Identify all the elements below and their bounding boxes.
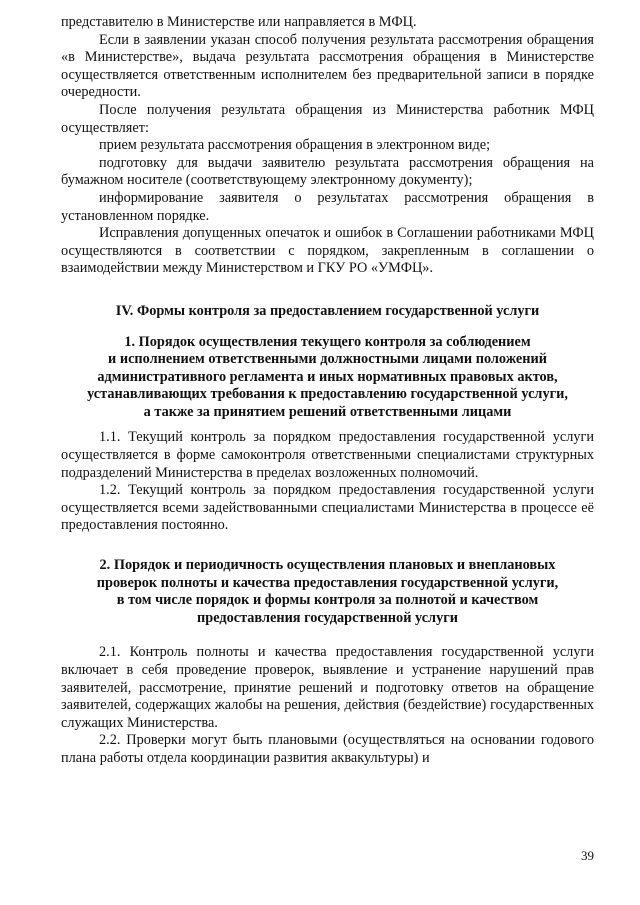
subsection-title-line: предоставления государственной услуги [197, 609, 458, 626]
paragraph: 1.1. Текущий контроль за порядком предоставления государственной услуги осуществляется в форме самоконтроля ответственными специалистами структурных подразделений Министерства в пределах возложенных полномочий. [61, 429, 594, 481]
subsection-title-line: в том числе порядок и формы контроля за полнотой и качеством [116, 592, 539, 609]
subsection-2-title [61, 557, 594, 627]
subsection-title-line: административного регламента и иных нормативных правовых актов, [97, 368, 558, 385]
paragraph: 2.1. Контроль полноты и качества предоставления государственной услуги включает в себя проведение проверок, выявление и устранение нарушений прав заявителей, рассмотрение, принятие решений и подготовку ответов на обращение заявителей, содержащих жалобы на решения, действия (бездействие) государственных служащих Министерства. [61, 644, 594, 731]
subsection-title-line: 2. Порядок и периодичность осуществления плановых и внеплановых [99, 557, 556, 574]
paragraph: Исправления допущенных опечаток и ошибок в Соглашении работниками МФЦ осуществляются в соответствии с порядком, закрепленным в соглашении о взаимодействии между Министерством и ГКУ РО «УМФЦ». [61, 225, 594, 277]
subsection-title-line: 1. Порядок осуществления текущего контроля за соблюдением [124, 333, 531, 350]
list-item-paragraph: информирование заявителя о результатах рассмотрения обращения в установленном порядке. [61, 189, 594, 224]
paragraph: представителю в Министерстве или направляется в МФЦ. [61, 14, 417, 30]
paragraph: После получения результата обращения из Министерства работник МФЦ осуществляет: [61, 101, 594, 136]
paragraph: 2.2. Проверки могут быть плановыми (осуществляться на основании годового плана работы отдела координации развития аквакультуры) и [61, 732, 594, 766]
paragraph: 1.2. Текущий контроль за порядком предоставления государственной услуги осуществляется всеми задействованными специалистами Министерства в процессе её предоставления постоянно. [61, 482, 594, 534]
subsection-1-title [61, 334, 594, 422]
subsection-title-line: а также за принятием решений ответственными лицами [143, 403, 512, 420]
subsection-title-line: и исполнением ответственными должностными лицами положений [108, 351, 547, 368]
list-item-paragraph: подготовку для выдачи заявителю результата рассмотрения обращения на бумажном носителе (соответствующему электронному документу); [61, 154, 594, 189]
subsection-title-line: проверок полноты и качества предоставления государственной услуги, [96, 574, 559, 591]
section-title: IV. Формы контроля за предоставлением государственной услуги [115, 302, 540, 319]
page-number: 39 [581, 848, 594, 863]
document-page [61, 14, 594, 768]
subsection-title-line: устанавливающих требования к предоставлению государственной услуги, [87, 386, 568, 403]
list-item-paragraph: прием результата рассмотрения обращения в электронном виде; [99, 137, 491, 154]
paragraph: Если в заявлении указан способ получения результата рассмотрения обращения «в Министерстве», выдача результата рассмотрения обращения в Министерстве осуществляется ответственным исполнителем без предварительной записи в порядке очередности. [61, 31, 594, 101]
